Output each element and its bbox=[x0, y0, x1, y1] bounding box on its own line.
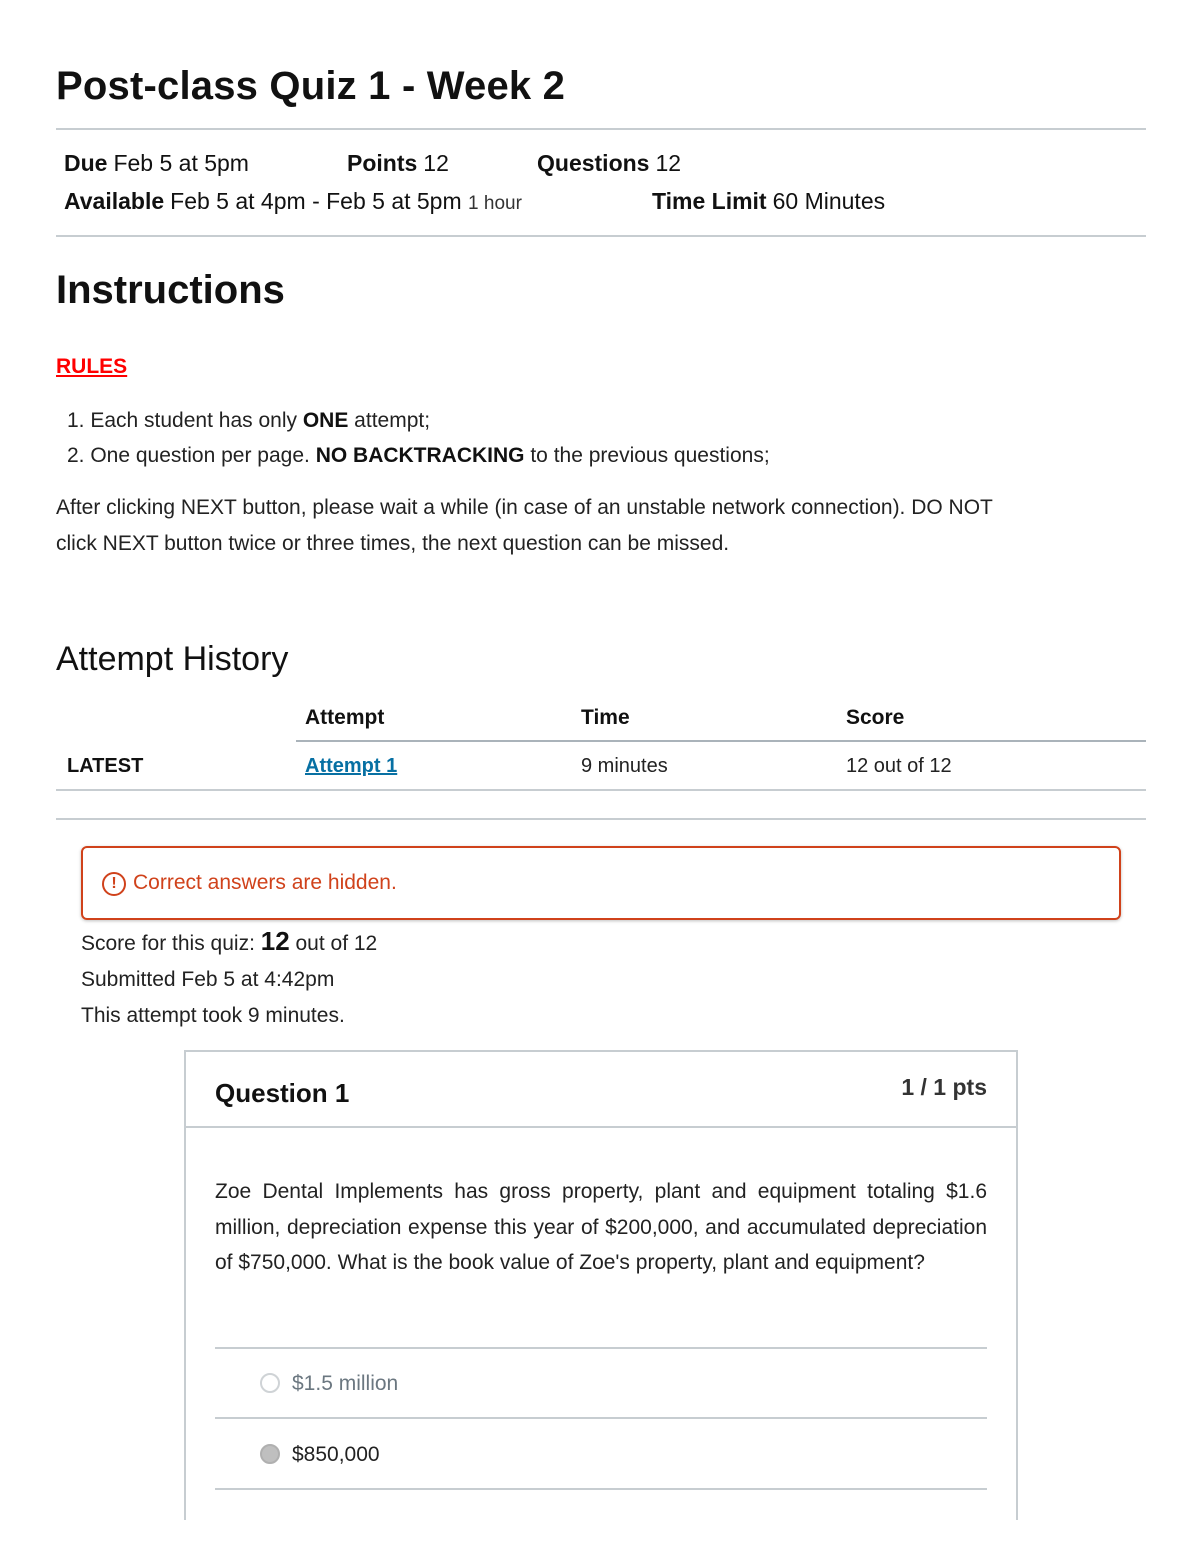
instructions-paragraph-line-1: After clicking NEXT button, please wait a while (in case of an unstable network connection). DO NOT bbox=[56, 496, 993, 519]
question-text: Zoe Dental Implements has gross property, plant and equipment totaling $1.6 million, depreciation expense this year of $200,000, and accumulated depreciation of $750,000. What is the book value of Zoe's property, plant and equipment? bbox=[215, 1180, 987, 1274]
meta-divider bbox=[56, 235, 1146, 237]
due-value: Feb 5 at 5pm bbox=[113, 150, 249, 176]
question-header bbox=[186, 1052, 1016, 1128]
available-value: Feb 5 at 4pm - Feb 5 at 5pm bbox=[170, 188, 462, 214]
submitted-time: Submitted Feb 5 at 4:42pm bbox=[81, 968, 335, 991]
answer-label-1: $1.5 million bbox=[292, 1372, 399, 1395]
points-label: Points bbox=[347, 150, 418, 176]
table-header-divider bbox=[296, 740, 1146, 742]
column-header-time: Time bbox=[581, 706, 630, 729]
points-value: 12 bbox=[423, 150, 449, 176]
answer-divider bbox=[215, 1417, 987, 1419]
question-title: Question 1 bbox=[215, 1078, 350, 1108]
correct-answers-hidden-alert bbox=[81, 846, 1121, 920]
points-info bbox=[347, 150, 449, 177]
due-label: Due bbox=[64, 150, 108, 176]
questions-info bbox=[537, 150, 681, 177]
rule-item-1: 1. Each student has only ONE attempt; bbox=[67, 409, 431, 432]
available-label: Available bbox=[64, 188, 165, 214]
attempt-score: 12 out of 12 bbox=[846, 755, 952, 777]
answer-radio-1[interactable] bbox=[260, 1373, 280, 1393]
attempt-1-link[interactable]: Attempt 1 bbox=[305, 755, 398, 777]
time-limit-info bbox=[652, 188, 885, 215]
answer-divider bbox=[215, 1347, 987, 1349]
attempt-history-heading: Attempt History bbox=[56, 640, 289, 678]
section-divider bbox=[56, 818, 1146, 820]
quiz-score: Score for this quiz: 12 out of 12 bbox=[81, 926, 378, 956]
attempt-duration: This attempt took 9 minutes. bbox=[81, 1004, 345, 1027]
attempt-time: 9 minutes bbox=[581, 755, 668, 777]
question-card bbox=[184, 1050, 1018, 1520]
alert-text: Correct answers are hidden. bbox=[133, 871, 397, 894]
column-header-attempt: Attempt bbox=[305, 706, 385, 729]
table-row-divider bbox=[56, 789, 1146, 791]
available-info bbox=[64, 188, 522, 215]
header-divider bbox=[56, 128, 1146, 130]
time-limit-label: Time Limit bbox=[652, 188, 767, 214]
questions-label: Questions bbox=[537, 150, 650, 176]
rules-label: RULES bbox=[56, 355, 128, 378]
column-header-score: Score bbox=[846, 706, 905, 729]
question-points: 1 / 1 pts bbox=[901, 1074, 987, 1100]
available-duration: 1 hour bbox=[468, 193, 522, 214]
answer-divider bbox=[215, 1488, 987, 1490]
answer-label-2: $850,000 bbox=[292, 1443, 380, 1466]
attempt-status: LATEST bbox=[67, 755, 144, 777]
instructions-heading: Instructions bbox=[56, 268, 285, 312]
score-value: 12 bbox=[260, 926, 290, 956]
questions-value: 12 bbox=[655, 150, 682, 176]
time-limit-value: 60 Minutes bbox=[772, 188, 886, 214]
exclamation-circle-icon: ! bbox=[102, 872, 126, 896]
answer-radio-2[interactable] bbox=[260, 1444, 280, 1464]
instructions-paragraph-line-2: click NEXT button twice or three times, the next question can be missed. bbox=[56, 532, 730, 555]
page-title: Post-class Quiz 1 - Week 2 bbox=[56, 64, 566, 108]
due-info bbox=[64, 150, 249, 177]
rule-item-2: 2. One question per page. NO BACKTRACKING to the previous questions; bbox=[67, 444, 770, 467]
